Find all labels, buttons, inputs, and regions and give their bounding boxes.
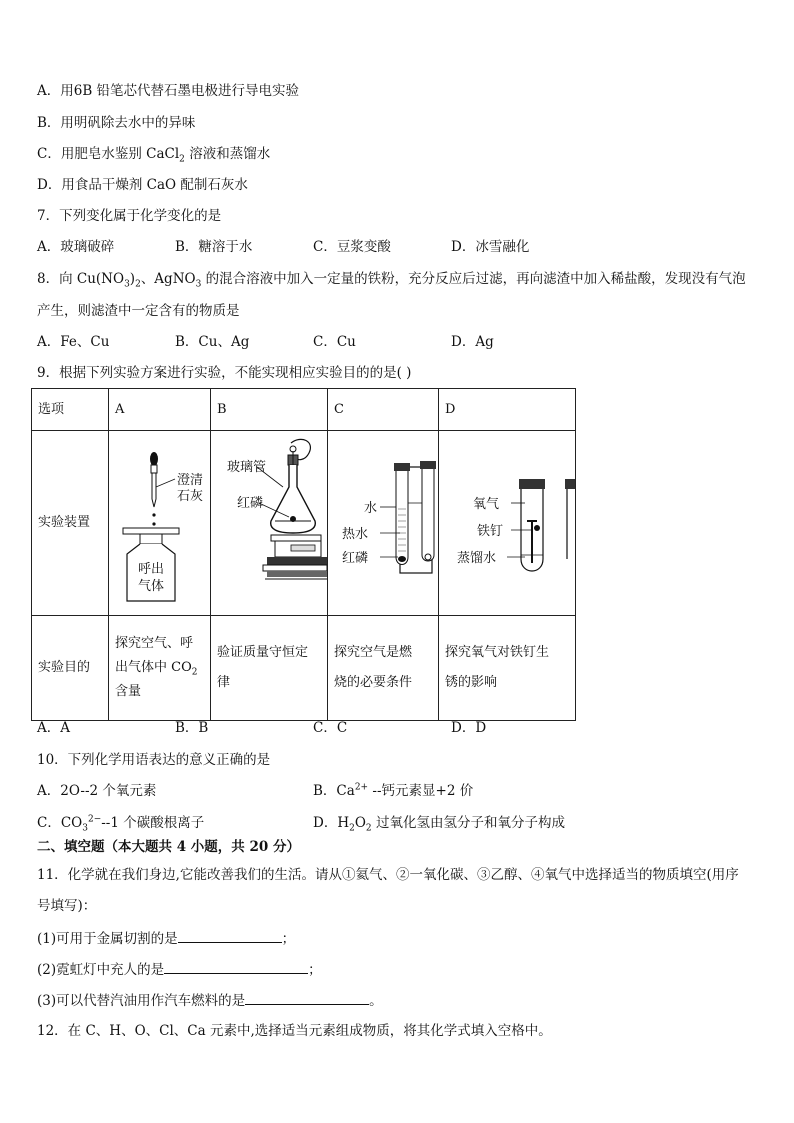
apparatus-d-drawing — [439, 431, 575, 607]
header-c: C — [328, 389, 439, 431]
purpose-d: 探究氧气对铁钉生 锈的影响 — [439, 616, 576, 721]
q9-option-b: B．B — [175, 720, 209, 736]
purpose-b: 验证质量守恒定 律 — [211, 616, 328, 721]
q9-stem: 9．根据下列实验方案进行实验，不能实现相应实验目的的是( ) — [37, 365, 412, 381]
q8-option-d: D．Ag — [451, 334, 494, 350]
q7-stem: 7．下列变化属于化学变化的是 — [37, 208, 222, 224]
answer-blank-2[interactable] — [164, 960, 308, 974]
q9-option-d: D．D — [451, 720, 487, 736]
apparatus-row — [32, 431, 576, 616]
red-phosphorus-label: 红磷 — [237, 496, 264, 511]
water-label: 水 — [364, 501, 378, 516]
answer-blank-1[interactable] — [178, 929, 282, 943]
q7-option-d: D．冰雪融化 — [451, 239, 530, 255]
c-red-phosphorus-label: 红磷 — [342, 551, 369, 566]
q9-option-a: A．A — [37, 720, 70, 736]
header-option: 选项 — [32, 389, 109, 431]
q9-option-c: C．C — [313, 720, 348, 736]
glass-tube-label: 玻璃管 — [227, 460, 267, 475]
header-d: D — [439, 389, 576, 431]
header-b: B — [211, 389, 328, 431]
bottle-label-1: 呼出 — [137, 562, 165, 577]
q7-option-a: A．玻璃破碎 — [37, 239, 115, 255]
apparatus-d — [439, 431, 576, 616]
q8-stem: 8．向 $Cu(NO_3)_2$、AgNO$_3$ 的混合溶液中加入一定量的铁粉，充分反应后过滤，再向滤渣中加入稀盐酸，发现没有气泡 — [37, 271, 746, 290]
q6-option-a: A．用6B 铅笔芯代替石墨电极进行导电实验 — [37, 83, 300, 99]
oxygen-label: 氧气 — [473, 497, 500, 512]
iron-nail-label: 铁钉 — [477, 524, 504, 539]
q10-stem: 10．下列化学用语表达的意义正确的是 — [37, 752, 271, 768]
q10-option-a: A．2O--2 个氧元素 — [37, 783, 157, 799]
q8-stem-line2: 产生，则滤渣中一定含有的物质是 — [37, 303, 240, 319]
distilled-water-label: 蒸馏水 — [457, 551, 497, 566]
q11-sub1: (1)可用于金属切割的是 ； — [37, 931, 296, 947]
apparatus-label: 实验装置 — [32, 431, 109, 616]
hot-water-label: 热水 — [342, 527, 369, 542]
q7-option-c: C．豆浆变酸 — [313, 239, 391, 255]
q11-sub3: (3)可以代替汽油用作汽车燃料的是 。 — [37, 993, 383, 1009]
q10-option-b: B．$Ca^{2+}$ --钙元素显+2 价 — [313, 782, 474, 799]
q8-option-a: A．Fe、Cu — [37, 334, 110, 350]
q9-table — [31, 388, 576, 721]
limewater-label-2: 石灰 — [177, 489, 204, 504]
q8-option-c: C．Cu — [313, 334, 356, 350]
q8-option-b: B．Cu、Ag — [175, 334, 250, 350]
q11-sub2: (2)霓虹灯中充人的是 ； — [37, 962, 322, 978]
apparatus-b — [211, 431, 328, 616]
bottle-label-2: 气体 — [137, 579, 165, 594]
q6-option-d: D．用食品干燥剂 CaO 配制石灰水 — [37, 177, 248, 193]
q6-option-c: C．用肥皂水鉴别 CaCl$_2$ 溶液和蒸馏水 — [37, 146, 271, 165]
q10-option-c: C．$CO_3^{2-}--1$ 个碳酸根离子 — [37, 814, 205, 834]
apparatus-b-drawing — [211, 431, 327, 607]
apparatus-a — [109, 431, 211, 616]
section-heading: 二、填空题（本大题共 4 小题，共 20 分） — [37, 839, 300, 855]
apparatus-c-drawing — [328, 431, 438, 607]
header-a: A — [109, 389, 211, 431]
q11-stem: 11．化学就在我们身边,它能改善我们的生活。请从①氦气、②一氧化碳、③乙醇、④氧气中选择适当的物质填空(用序 — [37, 867, 739, 883]
apparatus-c — [328, 431, 439, 616]
purpose-a: 探究空气、呼 出气体中 $CO_2$ 含量 — [109, 616, 211, 721]
apparatus-a-drawing — [109, 431, 210, 607]
q11-stem-line2: 号填写)： — [37, 898, 97, 914]
q10-option-d: D．$H_2O_2$ 过氧化氢由氢分子和氧分子构成 — [313, 815, 565, 834]
limewater-label-1: 澄清 — [177, 473, 204, 488]
purpose-row — [32, 616, 576, 721]
q7-option-b: B．糖溶于水 — [175, 239, 253, 255]
table-header-row — [32, 389, 576, 431]
q6-option-b: B．用明矾除去水中的异味 — [37, 115, 196, 131]
answer-blank-3[interactable] — [245, 991, 369, 1005]
purpose-c: 探究空气是燃 烧的必要条件 — [328, 616, 439, 721]
q12-stem: 12．在 C、H、O、Cl、Ca 元素中,选择适当元素组成物质，将其化学式填入空格中。 — [37, 1023, 552, 1039]
purpose-label: 实验目的 — [32, 616, 109, 721]
